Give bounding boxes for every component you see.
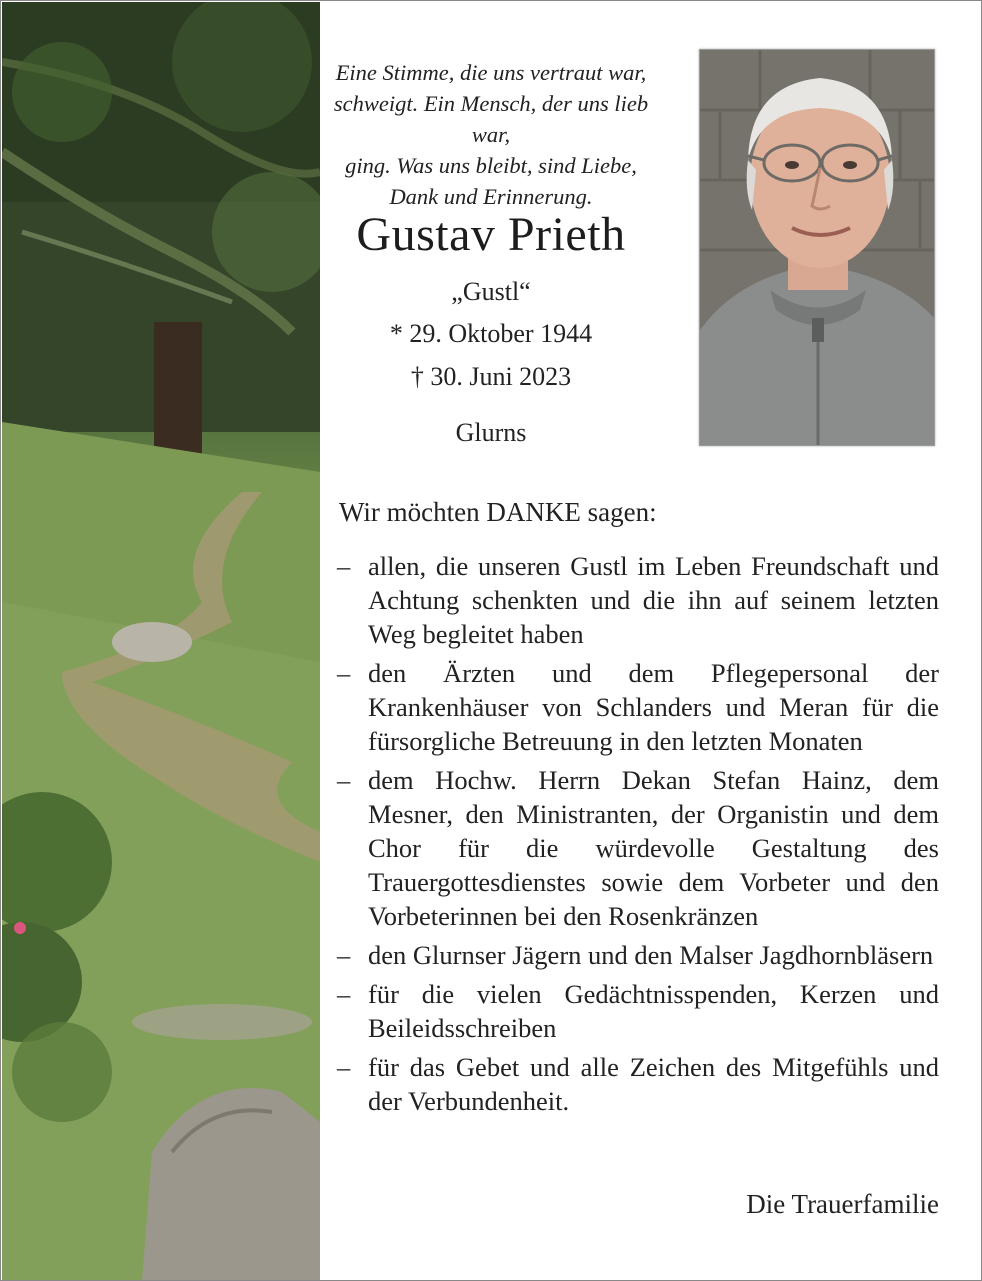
signature: Die Trauerfamilie: [746, 1189, 939, 1219]
death-date: † 30. Juni 2023: [410, 362, 572, 391]
list-item: [337, 549, 939, 651]
thanks-list: [337, 549, 939, 1123]
list-item-text: für das Gebet und alle Zeichen des Mitgefühls und der Verbundenheit.: [368, 1052, 939, 1116]
deceased-nickname: „Gustl“: [451, 277, 531, 306]
list-item-text: dem Hochw. Herrn Dekan Stefan Hainz, dem Mesner, den Ministranten, der Organistin und dem Chor für die würdevolle Gestaltung des Trauergottesdienstes sowie dem Vorbeter und den Vorbeterinnen bei den Rosenkränzen: [368, 765, 939, 931]
list-item-text: für die vielen Gedächtnisspenden, Kerzen und Beileidsschreiben: [368, 979, 939, 1043]
dash-bullet: –: [337, 658, 351, 688]
list-item: [337, 1050, 939, 1118]
dash-bullet: –: [337, 1052, 351, 1082]
list-item: [337, 938, 939, 972]
hometown: Glurns: [455, 418, 527, 447]
forest-path-photo: [2, 2, 320, 1281]
list-item-text: allen, die unseren Gustl im Leben Freundschaft und Achtung schenkten und die ihn auf seinem letzten Weg begleitet haben: [368, 551, 939, 649]
list-item: [337, 656, 939, 758]
memorial-verse: [323, 57, 659, 212]
portrait-illustration: [700, 50, 935, 446]
portrait-photo: [699, 49, 935, 446]
list-item-text: den Glurnser Jägern und den Malser Jagdhornbläsern: [368, 940, 934, 970]
dash-bullet: –: [337, 551, 351, 581]
dash-bullet: –: [337, 979, 351, 1009]
verse-line: Dank und Erinnerung.: [389, 184, 593, 209]
list-item: [337, 977, 939, 1045]
thanks-heading: Wir möchten DANKE sagen:: [339, 497, 657, 527]
dash-bullet: –: [337, 765, 351, 795]
forest-path-illustration: [2, 2, 320, 1281]
list-item: [337, 763, 939, 933]
verse-line: Eine Stimme, die uns vertraut war,: [335, 60, 647, 85]
verse-line: schweigt. Ein Mensch, der uns lieb war,: [333, 91, 649, 147]
list-item-text: den Ärzten und dem Pflegepersonal der Krankenhäuser von Schlanders und Meran für die fürsorgliche Betreuung in den letzten Monaten: [368, 658, 939, 756]
birth-date: * 29. Oktober 1944: [389, 319, 593, 348]
verse-line: ging. Was uns bleibt, sind Liebe,: [345, 153, 637, 178]
dash-bullet: –: [337, 940, 351, 970]
deceased-name: Gustav Prieth: [356, 208, 626, 261]
